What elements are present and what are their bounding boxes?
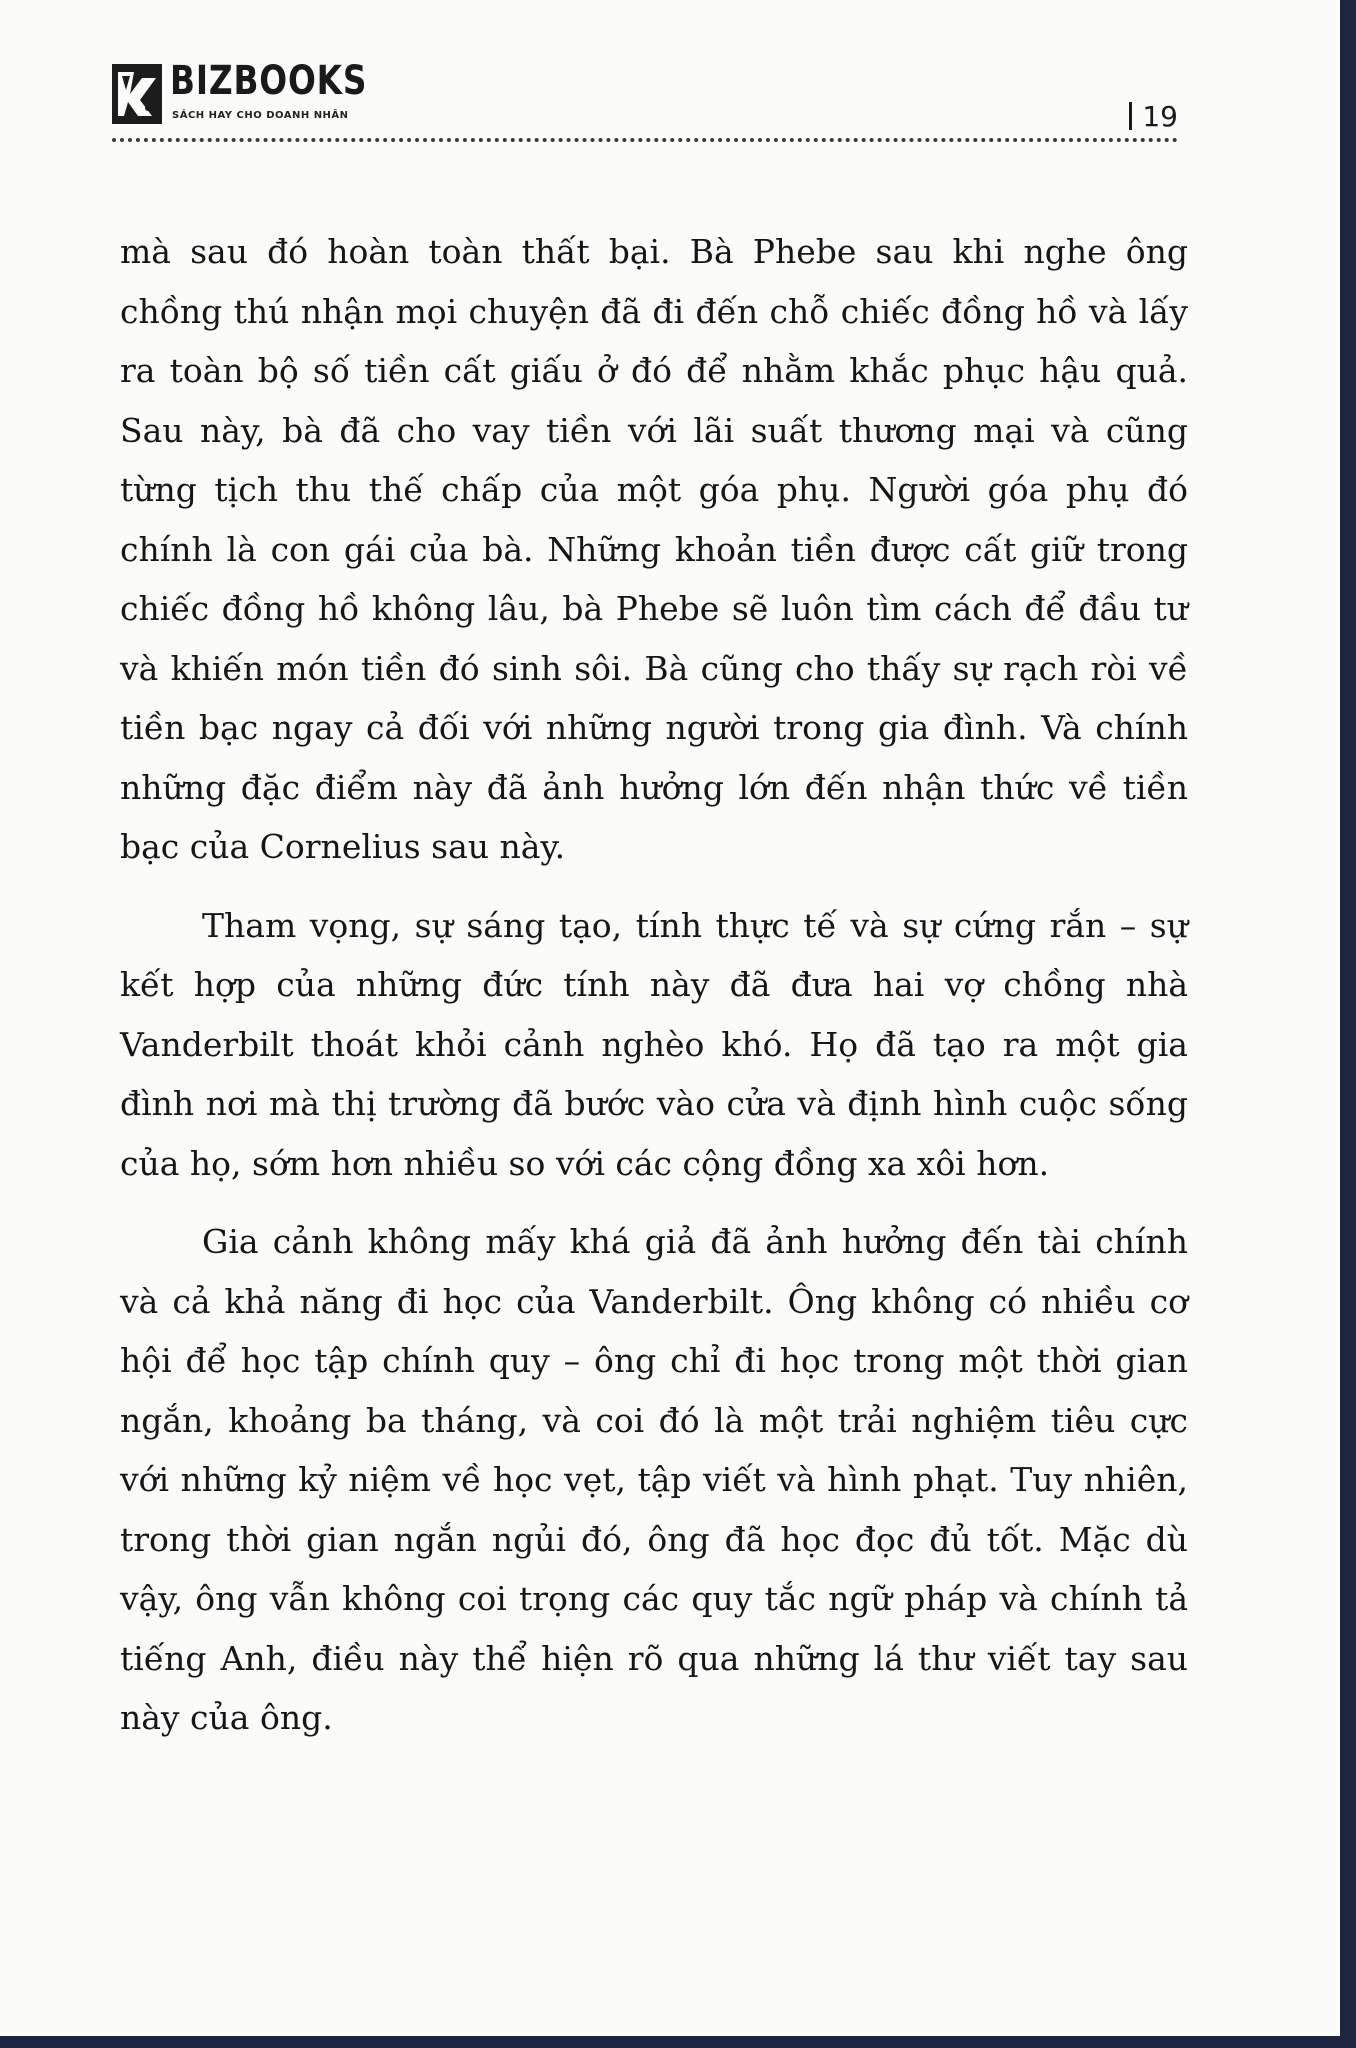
page-number-value: 19	[1142, 100, 1178, 133]
publisher-logo	[112, 58, 432, 132]
paragraph: Tham vọng, sự sáng tạo, tính thực tế và sự cứng rắn – sự kết hợp của những đức tính này đã đưa hai vợ chồng nhà Vanderbilt thoát khỏi cảnh nghèo khó. Họ đã tạo ra một gia đình nơi mà thị trường đã bước vào cửa và định hình cuộc sống của họ, sớm hơn nhiều so với các cộng đồng xa xôi hơn.	[120, 905, 1188, 1183]
brand-name: BIZBOOKS	[170, 58, 368, 104]
brand-tagline: SÁCH HAY CHO DOANH NHÂN	[172, 110, 349, 121]
page-number	[1129, 100, 1178, 133]
page-number-divider	[1129, 102, 1132, 130]
header-dotted-rule	[112, 138, 1178, 142]
bizbooks-logo-icon	[112, 64, 162, 124]
paragraph: mà sau đó hoàn toàn thất bại. Bà Phebe sau khi nghe ông chồng thú nhận mọi chuyện đã đi đến chỗ chiếc đồng hồ và lấy ra toàn bộ số tiền cất giấu ở đó để nhằm khắc phục hậu quả. Sau này, bà đã cho vay tiền với lãi suất thương mại và cũng từng tịch thu thế chấp của một góa phụ. Người góa phụ đó chính là con gái của bà. Những khoản tiền được cất giữ trong chiếc đồng hồ không lâu, bà Phebe sẽ luôn tìm cách để đầu tư và khiến món tiền đó sinh sôi. Bà cũng cho thấy sự rạch ròi về tiền bạc ngay cả đối với những người trong gia đình. Và chính những đặc điểm này đã ảnh hưởng lớn đến nhận thức về tiền bạc của Cornelius sau này.	[120, 232, 1188, 866]
page-body	[120, 222, 1188, 1767]
paragraph: Gia cảnh không mấy khá giả đã ảnh hưởng đến tài chính và cả khả năng đi học của Vanderbilt. Ông không có nhiều cơ hội để học tập chính quy – ông chỉ đi học trong một thời gian ngắn, khoảng ba tháng, và coi đó là một trải nghiệm tiêu cực với những kỷ niệm về học vẹt, tập viết và hình phạt. Tuy nhiên, trong thời gian ngắn ngủi đó, ông đã học đọc đủ tốt. Mặc dù vậy, ông vẫn không coi trọng các quy tắc ngữ pháp và chính tả tiếng Anh, điều này thể hiện rõ qua những lá thư viết tay sau này của ông.	[120, 1222, 1188, 1737]
page-header	[112, 58, 1178, 152]
